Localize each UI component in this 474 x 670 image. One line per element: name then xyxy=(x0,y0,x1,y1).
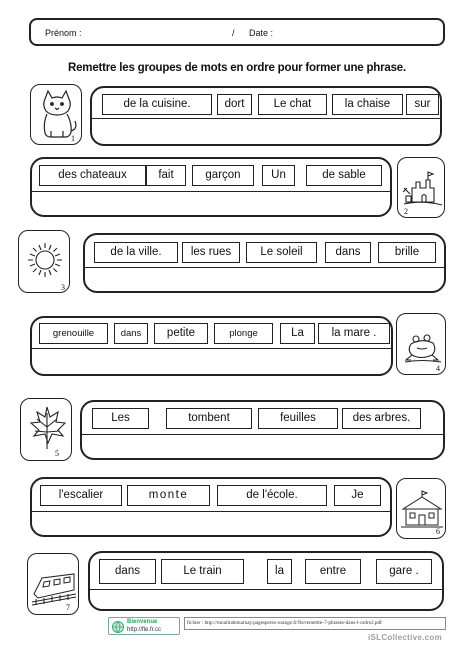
logo-text: Bienvenue xyxy=(127,619,158,625)
word-tile[interactable]: Les xyxy=(92,408,149,429)
answer-separator xyxy=(32,191,390,192)
word-tile[interactable]: grenouille xyxy=(39,323,108,344)
exercise-5-picture xyxy=(20,398,72,461)
header-box xyxy=(29,18,445,46)
word-tile[interactable]: Le train xyxy=(161,559,244,584)
exercise-2-box xyxy=(30,157,392,217)
date-label: Date : xyxy=(249,28,274,38)
word-tile[interactable]: des arbres. xyxy=(342,408,421,429)
answer-separator xyxy=(32,511,390,512)
exercise-3-box xyxy=(83,233,446,293)
word-tile[interactable]: gare . xyxy=(376,559,432,584)
exercise-7-box xyxy=(88,551,444,611)
word-tile[interactable]: dort xyxy=(217,94,252,115)
word-tile[interactable]: de sable xyxy=(306,165,382,186)
word-tile[interactable]: la xyxy=(267,559,292,584)
cat-icon xyxy=(31,85,83,146)
exercise-4-picture xyxy=(396,313,446,375)
word-tile[interactable]: les rues xyxy=(182,242,240,263)
word-tile[interactable]: dans xyxy=(114,323,148,344)
word-tile[interactable]: fait xyxy=(146,165,186,186)
word-tile[interactable]: La xyxy=(280,323,315,344)
leaf-icon xyxy=(21,399,73,462)
word-tile[interactable]: de la ville. xyxy=(94,242,178,263)
exercise-5-box xyxy=(80,400,445,460)
word-tile[interactable]: entre xyxy=(305,559,361,584)
word-tile[interactable]: la chaise xyxy=(332,94,403,115)
exercise-7-number: 7 xyxy=(66,603,70,612)
exercise-4-number: 4 xyxy=(436,364,440,373)
exercise-1-number: 1 xyxy=(71,134,75,143)
globe-icon xyxy=(111,620,125,634)
date-separator: / xyxy=(232,28,235,38)
word-tile[interactable]: brille xyxy=(378,242,436,263)
exercise-3-picture xyxy=(18,230,70,293)
word-tile[interactable]: feuilles xyxy=(258,408,338,429)
exercise-6-number: 6 xyxy=(436,527,440,536)
answer-separator xyxy=(85,267,444,268)
word-tile[interactable]: tombent xyxy=(166,408,252,429)
word-tile[interactable]: de l'école. xyxy=(217,485,327,506)
word-tile[interactable]: Un xyxy=(262,165,295,186)
prenom-label: Prénom : xyxy=(45,28,82,38)
word-tile[interactable]: l'escalier xyxy=(40,485,122,506)
word-tile[interactable]: plonge xyxy=(214,323,273,344)
exercise-1-picture xyxy=(30,84,82,145)
footer-file-link[interactable]: fichier : http://moulindemarnay.pagesperso-orange.fr/fle/remettre-7-phrases-dans-l-ordre2.pdf xyxy=(184,617,446,630)
word-tile[interactable]: de la cuisine. xyxy=(102,94,212,115)
exercise-2-number: 2 xyxy=(404,207,408,216)
exercise-6-box xyxy=(30,477,392,537)
word-tile[interactable]: petite xyxy=(154,323,208,344)
word-tile[interactable]: dans xyxy=(325,242,371,263)
word-tile[interactable]: des chateaux xyxy=(39,165,146,186)
exercise-1-box xyxy=(90,86,442,146)
watermark: iSLCollective.com xyxy=(368,633,443,642)
instruction-text: Remettre les groupes de mots en ordre pour former une phrase. xyxy=(68,62,406,74)
word-tile[interactable]: garçon xyxy=(192,165,254,186)
exercise-2-picture xyxy=(397,157,445,218)
word-tile[interactable]: Le chat xyxy=(258,94,327,115)
exercise-4-box xyxy=(30,316,393,376)
answer-separator xyxy=(90,589,442,590)
word-tile[interactable]: Je xyxy=(334,485,381,506)
logo-url: http://fle.fr.cc xyxy=(127,627,162,633)
exercise-5-number: 5 xyxy=(55,449,59,458)
exercise-7-picture xyxy=(27,553,79,615)
exercise-3-number: 3 xyxy=(61,283,65,292)
word-tile[interactable]: monte xyxy=(127,485,210,506)
answer-separator xyxy=(32,348,391,349)
answer-separator xyxy=(82,434,443,435)
word-tile[interactable]: sur xyxy=(406,94,439,115)
footer-logo[interactable] xyxy=(108,617,180,635)
exercise-6-picture xyxy=(396,478,446,539)
answer-separator xyxy=(92,118,440,119)
word-tile[interactable]: Le soleil xyxy=(246,242,317,263)
word-tile[interactable]: dans xyxy=(99,559,156,584)
train-icon xyxy=(28,554,80,616)
word-tile[interactable]: la mare . xyxy=(318,323,390,344)
